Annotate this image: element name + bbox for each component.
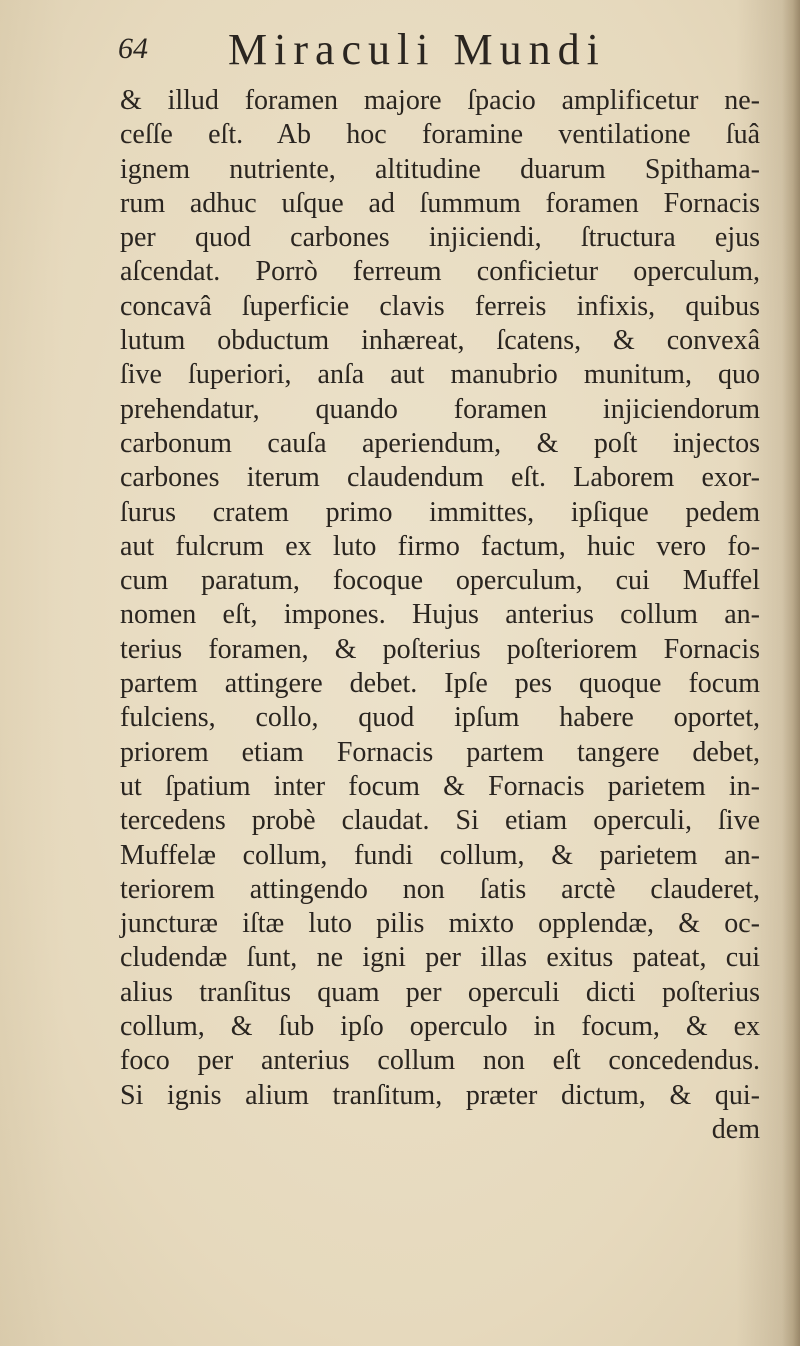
text-line: priorem etiam Fornacis partem tangere debet, — [120, 736, 760, 768]
text-line: alius tranſitus quam per operculi dicti poſterius — [120, 976, 760, 1008]
text-line: Si ignis alium tranſitum, præter dictum, & qui- — [120, 1079, 760, 1111]
text-line: prehendatur, quando foramen injiciendorum — [120, 393, 760, 425]
text-line: concavâ ſuperficie clavis ferreis infixis, quibus — [120, 290, 760, 322]
text-line: tercedens probè claudat. Si etiam operculi, ſive — [120, 805, 760, 837]
text-line: collum, & ſub ipſo operculo in focum, & ex — [120, 1011, 760, 1043]
text-line: aut fulcrum ex luto firmo factum, huic vero fo- — [120, 530, 760, 562]
page-edge-shadow — [782, 0, 800, 1346]
text-line: aſcendat. Porrò ferreum conficietur operculum, — [120, 256, 760, 288]
text-line: terius foramen, & poſterius poſteriorem Fornacis — [120, 633, 760, 665]
text-line: foco per anterius collum non eſt concedendus. — [120, 1045, 760, 1077]
text-line: ceſſe eſt. Ab hoc foramine ventilatione ſuâ — [120, 119, 760, 151]
text-line: cludendæ ſunt, ne igni per illas exitus pateat, cui — [120, 942, 760, 974]
text-line: nomen eſt, impones. Hujus anterius collum an- — [120, 599, 760, 631]
text-line: carbones iterum claudendum eſt. Laborem exor- — [120, 462, 760, 494]
page-header — [118, 20, 718, 80]
text-line: partem attingere debet. Ipſe pes quoque focum — [120, 668, 760, 700]
page-number: 64 — [118, 32, 148, 65]
text-line: rum adhuc uſque ad ſummum foramen Fornacis — [120, 187, 760, 219]
text-line: ſive ſuperiori, anſa aut manubrio munitum, quo — [120, 359, 760, 391]
text-line-catchword: dem — [711, 1113, 760, 1145]
text-line: Muffelæ collum, fundi collum, & parietem an- — [120, 839, 760, 871]
text-line: ignem nutriente, altitudine duarum Spithama- — [120, 153, 760, 185]
text-line: ſurus cratem primo immittes, ipſique pedem — [120, 496, 760, 528]
text-line: & illud foramen majore ſpacio amplificetur ne- — [120, 85, 760, 116]
running-head: Miraculi Mundi — [228, 25, 606, 74]
text-line: cum paratum, focoque operculum, cui Muffel — [120, 565, 760, 597]
text-line: per quod carbones injiciendi, ſtructura ejus — [120, 222, 760, 254]
body-text — [120, 84, 760, 1147]
text-line: lutum obductum inhæreat, ſcatens, & convexâ — [120, 325, 760, 357]
text-line: juncturæ iſtæ luto pilis mixto opplendæ, & oc- — [120, 908, 760, 940]
text-line: teriorem attingendo non ſatis arctè clauderet, — [120, 873, 760, 905]
text-line: ut ſpatium inter focum & Fornacis parietem in- — [120, 770, 760, 802]
text-line: carbonum cauſa aperiendum, & poſt injectos — [120, 427, 760, 459]
text-line: fulciens, collo, quod ipſum habere oportet, — [120, 702, 760, 734]
